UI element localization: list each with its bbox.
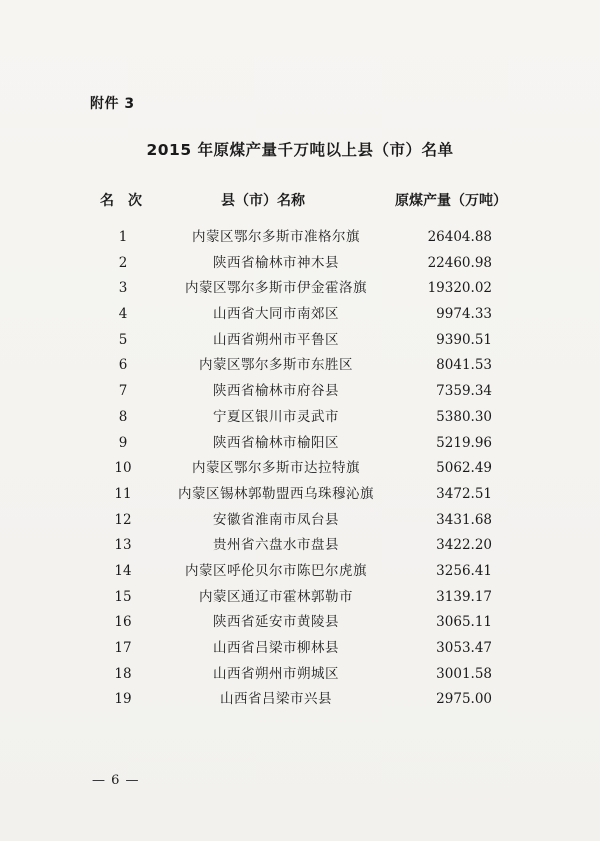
cell-name: 安徽省淮南市凤台县 [213,511,339,528]
table-row [0,329,600,355]
cell-name: 山西省朔州市朔城区 [213,665,339,682]
cell-name: 贵州省六盘水市盘县 [213,537,339,554]
table-row [0,303,600,329]
cell-output: 5380.30 [436,408,492,425]
cell-name: 山西省大同市南郊区 [213,306,339,323]
cell-name: 内蒙区锡林郭勒盟西乌珠穆沁旗 [178,485,374,502]
header-name: 县（市）名称 [221,193,305,209]
cell-output: 7359.34 [436,383,492,400]
cell-name: 陕西省延安市黄陵县 [213,614,339,631]
cell-rank: 12 [114,511,132,528]
cell-rank: 10 [114,460,132,477]
header-rank: 名次 [100,193,156,209]
cell-name: 内蒙区通辽市霍林郭勒市 [199,588,353,605]
cell-output: 9390.51 [436,331,492,348]
table-body [0,226,600,714]
cell-output: 3001.58 [436,665,492,682]
table-row [0,560,600,586]
cell-rank: 17 [114,640,132,656]
table-row [0,586,600,612]
cell-rank: 7 [118,383,128,400]
cell-rank: 1 [118,229,128,245]
cell-rank: 11 [114,485,132,502]
cell-rank: 8 [118,408,128,425]
header-output: 原煤产量（万吨） [395,193,507,209]
cell-name: 陕西省榆林市榆阳区 [213,434,339,451]
table-row [0,406,600,432]
cell-name: 内蒙区鄂尔多斯市准格尔旗 [192,229,360,245]
table-row [0,277,600,303]
table-header [0,190,600,212]
cell-output: 5219.96 [436,434,492,451]
cell-rank: 2 [118,254,128,271]
table-row [0,534,600,560]
cell-output: 22460.98 [427,254,492,271]
cell-rank: 6 [118,357,128,374]
cell-rank: 18 [114,665,132,682]
cell-name: 内蒙区呼伦贝尔市陈巴尔虎旗 [185,562,367,579]
cell-name: 内蒙区鄂尔多斯市伊金霍洛旗 [185,280,367,297]
cell-output: 2975.00 [436,691,492,708]
cell-output: 3256.41 [436,562,492,579]
cell-output: 19320.02 [427,280,492,297]
cell-name: 山西省吕梁市柳林县 [213,640,339,656]
table-row [0,688,600,714]
cell-rank: 14 [114,562,132,579]
cell-rank: 13 [114,537,132,554]
cell-rank: 19 [114,691,132,708]
cell-output: 3422.20 [436,537,492,554]
cell-output: 3139.17 [436,588,492,605]
cell-rank: 16 [114,614,132,631]
table-row [0,354,600,380]
cell-output: 3053.47 [436,640,492,656]
attachment-label: 附件 3 [90,96,135,112]
cell-rank: 5 [118,331,128,348]
table-row [0,509,600,535]
cell-name: 宁夏区银川市灵武市 [213,408,339,425]
cell-rank: 3 [118,280,128,297]
cell-name: 内蒙区鄂尔多斯市东胜区 [199,357,353,374]
table-row [0,432,600,458]
cell-output: 26404.88 [427,229,492,245]
cell-output: 3472.51 [436,485,492,502]
cell-rank: 15 [114,588,132,605]
table-row [0,663,600,689]
cell-output: 5062.49 [436,460,492,477]
cell-rank: 9 [118,434,128,451]
table-row [0,457,600,483]
table-row [0,226,600,252]
cell-output: 3065.11 [436,614,492,631]
table-row [0,380,600,406]
table-row [0,252,600,278]
document-title: 2015 年原煤产量千万吨以上县（市）名单 [146,141,454,159]
cell-output: 8041.53 [436,357,492,374]
cell-name: 山西省朔州市平鲁区 [213,331,339,348]
table-row [0,637,600,663]
cell-name: 山西省吕梁市兴县 [220,691,332,708]
cell-output: 3431.68 [436,511,492,528]
table-row [0,611,600,637]
cell-name: 陕西省榆林市神木县 [213,254,339,271]
cell-rank: 4 [118,306,128,323]
cell-name: 内蒙区鄂尔多斯市达拉特旗 [192,460,360,477]
cell-output: 9974.33 [436,306,492,323]
cell-name: 陕西省榆林市府谷县 [213,383,339,400]
page-number: — 6 — [92,773,140,788]
table-row [0,483,600,509]
